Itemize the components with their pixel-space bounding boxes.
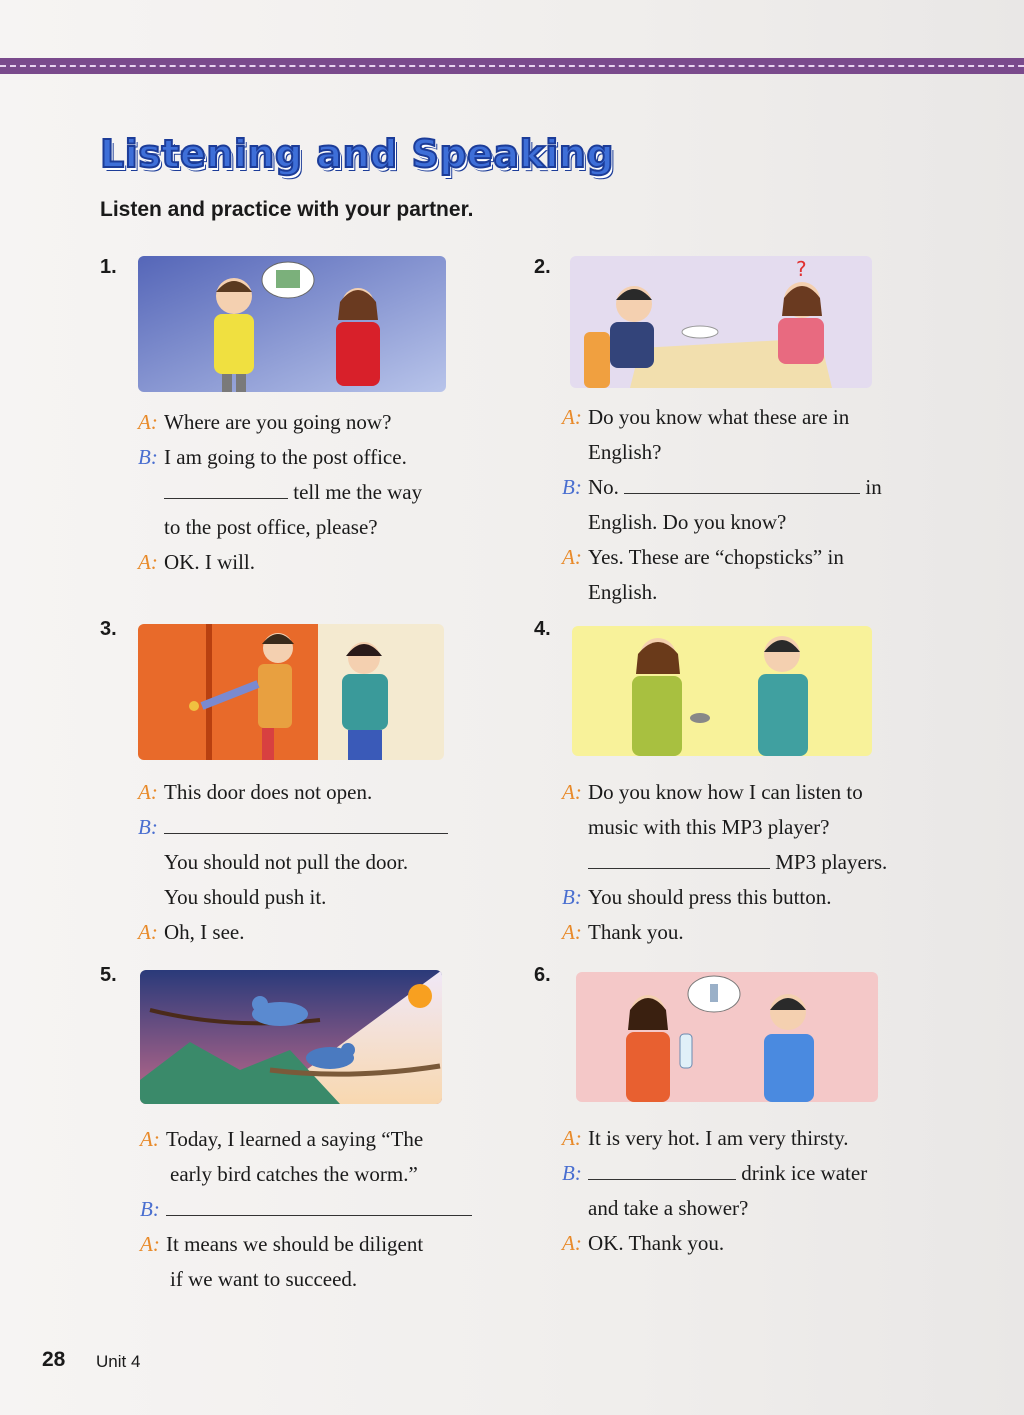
dialogue-6 bbox=[562, 1121, 867, 1261]
dialogue-5 bbox=[140, 1122, 472, 1297]
illustration-6 bbox=[576, 972, 878, 1102]
dialogue-line bbox=[562, 1226, 867, 1261]
dialogue-line bbox=[562, 1156, 867, 1191]
dialogue-line bbox=[562, 435, 882, 470]
exercise-number-3: 3. bbox=[100, 618, 117, 640]
line-text: Yes. These are “chopsticks” in bbox=[588, 545, 844, 569]
speaker-label: A: bbox=[562, 920, 582, 944]
dialogue-1 bbox=[138, 405, 422, 580]
illustration-1 bbox=[138, 256, 446, 392]
section-title: Listening and Speaking bbox=[100, 132, 615, 176]
line-text: Today, I learned a saying “The bbox=[166, 1127, 424, 1151]
dialogue-line bbox=[138, 775, 448, 810]
dialogue-line bbox=[562, 575, 882, 610]
answer-blank[interactable] bbox=[588, 1157, 736, 1180]
dialogue-line bbox=[140, 1192, 472, 1227]
illustration-2 bbox=[570, 256, 872, 388]
line-text: to the post office, please? bbox=[164, 515, 378, 539]
speaker-label: A: bbox=[138, 410, 158, 434]
dialogue-line bbox=[140, 1157, 472, 1192]
line-text: English. Do you know? bbox=[588, 510, 787, 534]
svg-text:?: ? bbox=[796, 257, 807, 281]
line-text: drink ice water bbox=[741, 1161, 868, 1185]
instruction: Listen and practice with your partner. bbox=[100, 198, 474, 221]
speaker-label: A: bbox=[138, 780, 158, 804]
line-text: Oh, I see. bbox=[164, 920, 245, 944]
speaker-label: A: bbox=[138, 550, 158, 574]
speaker-label: B: bbox=[562, 1161, 582, 1185]
dialogue-line bbox=[138, 915, 448, 950]
exercise-number-2: 2. bbox=[534, 256, 551, 278]
dialogue-line bbox=[138, 845, 448, 880]
dialogue-line bbox=[138, 405, 422, 440]
unit-label: Unit 4 bbox=[96, 1352, 141, 1371]
line-text: English? bbox=[588, 440, 662, 464]
speaker-label: A: bbox=[562, 1231, 582, 1255]
dialogue-line bbox=[562, 915, 887, 950]
page-number: 28 bbox=[42, 1348, 66, 1371]
speaker-label: A: bbox=[138, 920, 158, 944]
dialogue-line bbox=[562, 1191, 867, 1226]
answer-blank[interactable] bbox=[166, 1193, 472, 1216]
line-text: Do you know how I can listen to bbox=[588, 780, 863, 804]
speaker-label: A: bbox=[562, 405, 582, 429]
line-text: early bird catches the worm.” bbox=[170, 1162, 418, 1186]
speaker-label: A: bbox=[562, 780, 582, 804]
illustration-5 bbox=[140, 970, 442, 1104]
line-text: English. bbox=[588, 580, 658, 604]
dialogue-line bbox=[140, 1262, 472, 1297]
dialogue-line bbox=[138, 440, 422, 475]
dialogue-3 bbox=[138, 775, 448, 950]
line-text: Where are you going now? bbox=[164, 410, 392, 434]
speaker-label: B: bbox=[138, 445, 158, 469]
dialogue-line bbox=[562, 400, 882, 435]
line-text: You should not pull the door. bbox=[164, 850, 409, 874]
exercise-number-6: 6. bbox=[534, 964, 551, 986]
dialogue-line bbox=[562, 470, 882, 505]
dialogue-2 bbox=[562, 400, 882, 610]
answer-blank[interactable] bbox=[588, 846, 770, 869]
speaker-label: A: bbox=[140, 1127, 160, 1151]
illustration-4 bbox=[572, 626, 872, 756]
line-text: It means we should be diligent bbox=[166, 1232, 424, 1256]
line-text: I am going to the post office. bbox=[164, 445, 407, 469]
answer-blank[interactable] bbox=[164, 476, 288, 499]
line-text-after: in bbox=[865, 475, 882, 499]
dialogue-line bbox=[140, 1227, 472, 1262]
header-ribbon bbox=[0, 58, 1024, 74]
line-text: OK. I will. bbox=[164, 550, 255, 574]
dialogue-line bbox=[138, 880, 448, 915]
dialogue-4 bbox=[562, 775, 887, 950]
speaker-label: B: bbox=[140, 1197, 160, 1221]
dialogue-line bbox=[562, 1121, 867, 1156]
speaker-label: B: bbox=[138, 815, 158, 839]
speaker-label: A: bbox=[140, 1232, 160, 1256]
line-text: It is very hot. I am very thirsty. bbox=[588, 1126, 849, 1150]
line-text: You should push it. bbox=[164, 885, 327, 909]
line-text: MP3 players. bbox=[775, 850, 888, 874]
line-text: and take a shower? bbox=[588, 1196, 749, 1220]
line-text: tell me the way bbox=[293, 480, 423, 504]
line-text: OK. Thank you. bbox=[588, 1231, 725, 1255]
line-text: if we want to succeed. bbox=[170, 1267, 358, 1291]
speaker-label: B: bbox=[562, 885, 582, 909]
line-text: No. bbox=[588, 475, 619, 499]
answer-blank[interactable] bbox=[164, 811, 448, 834]
speaker-label: A: bbox=[562, 545, 582, 569]
exercise-number-5: 5. bbox=[100, 964, 117, 986]
illustration-3 bbox=[138, 624, 444, 760]
line-text: music with this MP3 player? bbox=[588, 815, 830, 839]
line-text: Do you know what these are in bbox=[588, 405, 850, 429]
dialogue-line bbox=[562, 505, 882, 540]
line-text: Thank you. bbox=[588, 920, 684, 944]
answer-blank[interactable] bbox=[624, 471, 860, 494]
dialogue-line bbox=[562, 775, 887, 810]
line-text: This door does not open. bbox=[164, 780, 373, 804]
dialogue-line bbox=[562, 540, 882, 575]
dialogue-line bbox=[562, 845, 887, 880]
dialogue-line bbox=[138, 545, 422, 580]
speaker-label: B: bbox=[562, 475, 582, 499]
dialogue-line bbox=[562, 880, 887, 915]
dialogue-line bbox=[138, 475, 422, 510]
dialogue-line bbox=[140, 1122, 472, 1157]
line-text: You should press this button. bbox=[588, 885, 832, 909]
dialogue-line bbox=[562, 810, 887, 845]
speaker-label: A: bbox=[562, 1126, 582, 1150]
exercise-number-1: 1. bbox=[100, 256, 117, 278]
dialogue-line bbox=[138, 510, 422, 545]
dialogue-line bbox=[138, 810, 448, 845]
exercise-number-4: 4. bbox=[534, 618, 551, 640]
